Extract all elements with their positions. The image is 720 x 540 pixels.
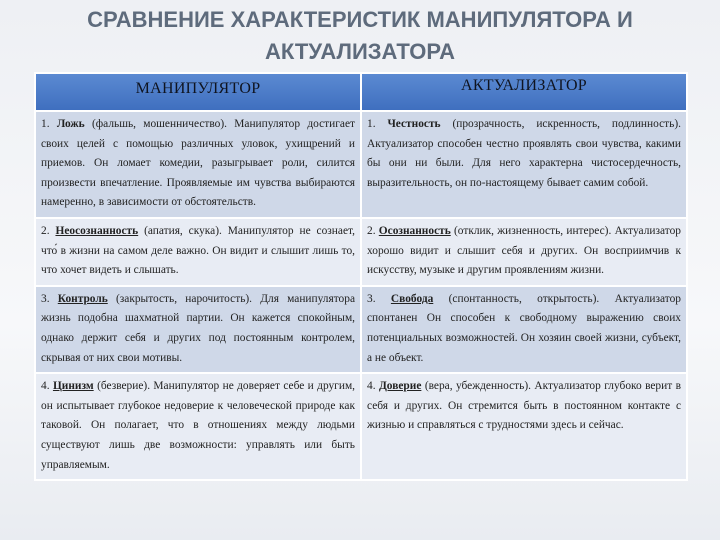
trait-term: Доверие: [378, 380, 422, 393]
trait-term: Цинизм: [52, 380, 94, 393]
trait-description: (отклик, жизненность, интерес). Актуализатор хорошо видит и слышит себя и других. Он восприимчив к искусству, музыке и другим проявлениям жизни.: [367, 224, 681, 277]
trait-description: (безверие). Манипулятор не доверяет себе и другим, он испытывает глубокое недоверие к человеческой природе как таковой. Он полагает, что в отношениях между людьми существуют лишь две возможности: управлять или быть управляемым.: [41, 380, 356, 471]
item-number: 1.: [41, 118, 50, 130]
trait-term: Осознанность: [378, 224, 451, 237]
actualizer-cell: [361, 373, 687, 480]
trait-description: (вера, убежденность). Актуализатор глубоко верит в себя и других. Он стремится быть в постоянном контакте с жизнью и справляться с трудностями здесь и сейчас.: [367, 380, 681, 432]
trait-description: (спонтанность, открытость). Актуализатор спонтанен Он способен к свободному выражению своих потенциальных возможностей. Он хозяин своей жизни, субъект, а не объект.: [367, 292, 681, 364]
trait-term: Неосознанность: [55, 224, 139, 237]
table-row: [35, 218, 687, 286]
header-row: [35, 73, 687, 111]
manipulator-cell: [35, 373, 361, 480]
actualizer-cell: [361, 218, 687, 286]
header-manipulator-label: МАНИПУЛЯТОР: [135, 80, 261, 97]
trait-description: (закрытость, нарочитость). Для манипулятора жизнь подобна шахматной партии. Он кажется спокойным, однако держит себя и других под постоянным контролем, скрывая от них свои мотивы.: [41, 292, 355, 364]
trait-description: (прозрачность, искренность, подлинность). Актуализатор способен честно проявлять свои чувства, какими бы они ни были. Для него характерна чистосердечность, выразительность, он по-настоящему бывает самим собой.: [367, 118, 681, 189]
item-number: 4.: [41, 380, 50, 393]
actualizer-cell: [361, 111, 687, 218]
manipulator-cell: [35, 111, 361, 218]
header-actualizer-label: АКТУАЛИЗАТОР: [460, 77, 587, 94]
slide-title: СРАВНЕНИЕ ХАРАКТЕРИСТИК МАНИПУЛЯТОРА И АКТУАЛИЗАТОРА: [87, 7, 633, 64]
trait-description: (фальшь, мошенничество). Манипулятор достигает своих целей с помощью различных уловок, ухищрений и приемов. Он ломает комедии, разыгрывает роли, силится произвести впечатление. Проявляемые им чувства выбираются намеренно, в зависимости от обстоятельств.: [41, 118, 355, 209]
trait-term: Честность: [387, 118, 441, 130]
trait-term: Свобода: [390, 292, 434, 305]
actualizer-cell: [361, 286, 687, 373]
table-row: [35, 286, 687, 373]
item-number: 2.: [367, 224, 376, 237]
item-number: 3.: [41, 292, 50, 305]
header-manipulator: [35, 73, 361, 111]
item-number: 1.: [367, 118, 376, 130]
item-number: 4.: [367, 380, 376, 393]
header-actualizer: [361, 73, 687, 111]
comparison-table: [34, 72, 688, 481]
manipulator-cell: [35, 286, 361, 373]
item-number: 3.: [367, 292, 376, 305]
table-row: [35, 373, 687, 480]
table-row: [35, 111, 687, 218]
trait-term: Контроль: [57, 292, 108, 305]
trait-description: (апатия, скука). Манипулятор не сознает, что́ в жизни на самом деле важно. Он видит и слышит лишь то, что хочет видеть и слышать.: [41, 224, 355, 277]
item-number: 2.: [41, 224, 50, 237]
trait-term: Ложь: [56, 118, 85, 130]
manipulator-cell: [35, 218, 361, 286]
